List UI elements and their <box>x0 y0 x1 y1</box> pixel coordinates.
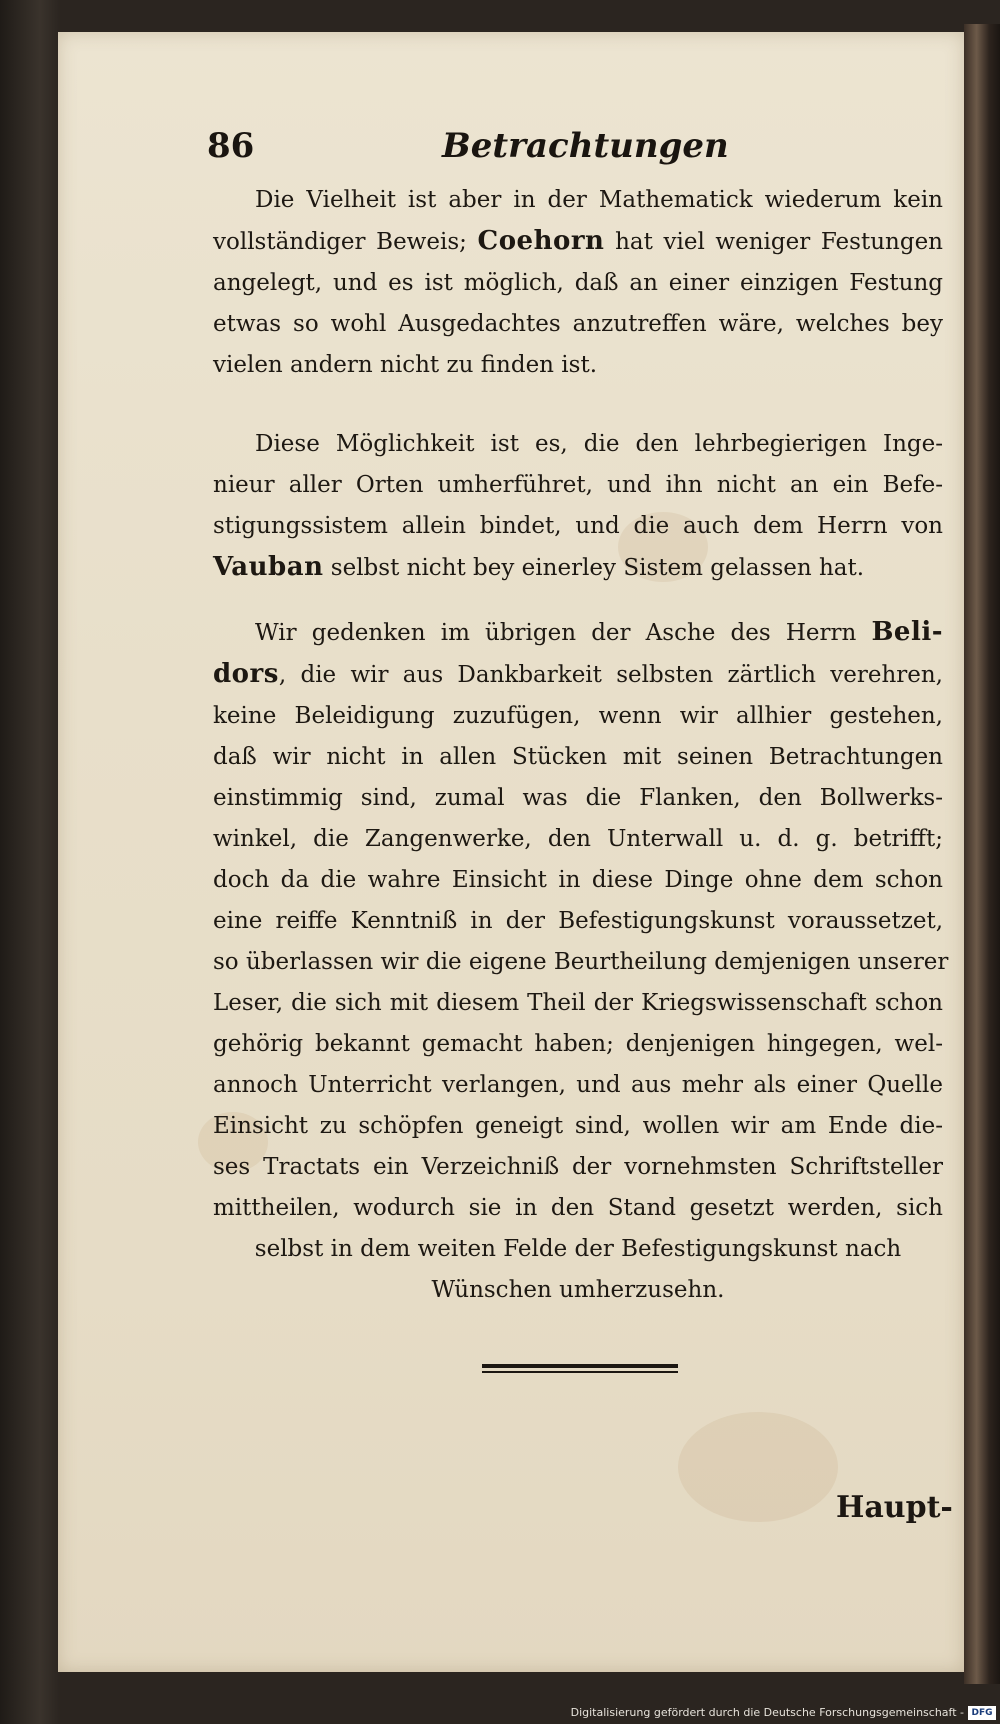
page-number: 86 <box>207 126 255 166</box>
text-line: mittheilen, wodurch sie in den Stand gesetzt werden, sich <box>213 1195 943 1221</box>
text-line: Diese Möglichkeit ist es, die den lehrbegierigen Inge- <box>255 431 943 457</box>
text-line: Leser, die sich mit diesem Theil der Kriegswissenschaft schon <box>213 990 943 1016</box>
paragraph-3 <box>213 612 949 1311</box>
paragraph-1 <box>213 180 943 386</box>
text-line: Vauban selbst nicht bey einerley Sistem gelassen hat. <box>213 552 865 582</box>
text-line: keine Beleidigung zuzufügen, wenn wir allhier gestehen, <box>213 703 943 729</box>
paper-stain <box>678 1412 838 1522</box>
text-line: etwas so wohl Ausgedachtes anzutreffen wäre, welches bey <box>213 311 943 337</box>
book-edge <box>964 24 1000 1684</box>
running-head <box>152 126 912 166</box>
paragraph-2 <box>213 424 943 589</box>
text-line: winkel, die Zangenwerke, den Unterwall u. d. g. betrifft; <box>213 826 943 852</box>
text-line: Wünschen umherzusehn. <box>431 1277 725 1303</box>
rule-thin-line <box>482 1371 678 1373</box>
digitization-footer <box>0 1704 1000 1724</box>
text-line: einstimmig sind, zumal was die Flanken, den Bollwerks- <box>213 785 943 811</box>
dfg-logo-icon: DFG <box>968 1706 996 1720</box>
rule-thick-line <box>482 1364 678 1368</box>
section-rule <box>482 1364 678 1374</box>
catchword: Haupt- <box>836 1490 953 1525</box>
text-line: dors, die wir aus Dankbarkeit selbsten zärtlich verehren, <box>213 659 943 689</box>
text-line: so überlassen wir die eigene Beurtheilung demjenigen unserer <box>213 949 949 975</box>
text-line: nieur aller Orten umherführet, und ihn nicht an ein Befe- <box>213 472 943 498</box>
text-line: eine reiffe Kenntniß in der Befestigungskunst voraussetzet, <box>213 908 943 934</box>
running-title: Betrachtungen <box>442 126 729 166</box>
text-line: vollständiger Beweis; Coehorn hat viel weniger Festungen <box>213 226 943 256</box>
text-line: gehörig bekannt gemacht haben; denjenigen hingegen, wel- <box>213 1031 943 1057</box>
text-line: daß wir nicht in allen Stücken mit seinen Betrachtungen <box>213 744 943 770</box>
text-line: annoch Unterricht verlangen, und aus mehr als einer Quelle <box>213 1072 943 1098</box>
text-line: selbst in dem weiten Felde der Befestigungskunst nach <box>254 1236 902 1262</box>
text-line: Die Vielheit ist aber in der Mathematick wiederum kein <box>255 187 943 213</box>
text-line: angelegt, und es ist möglich, daß an einer einzigen Festung <box>213 270 943 296</box>
text-line: vielen andern nicht zu finden ist. <box>213 352 598 378</box>
text-line: stigungssistem allein bindet, und die auch dem Herrn von <box>213 513 943 539</box>
text-line: Einsicht zu schöpfen geneigt sind, wollen wir am Ende die- <box>213 1113 943 1139</box>
text-line: ses Tractats ein Verzeichniß der vornehmsten Schriftsteller <box>213 1154 943 1180</box>
funding-notice: Digitalisierung gefördert durch die Deutsche Forschungsgemeinschaft - <box>570 1706 964 1719</box>
text-line: doch da die wahre Einsicht in diese Dinge ohne dem schon <box>213 867 943 893</box>
text-line: Wir gedenken im übrigen der Asche des Herrn Beli- <box>255 617 943 647</box>
